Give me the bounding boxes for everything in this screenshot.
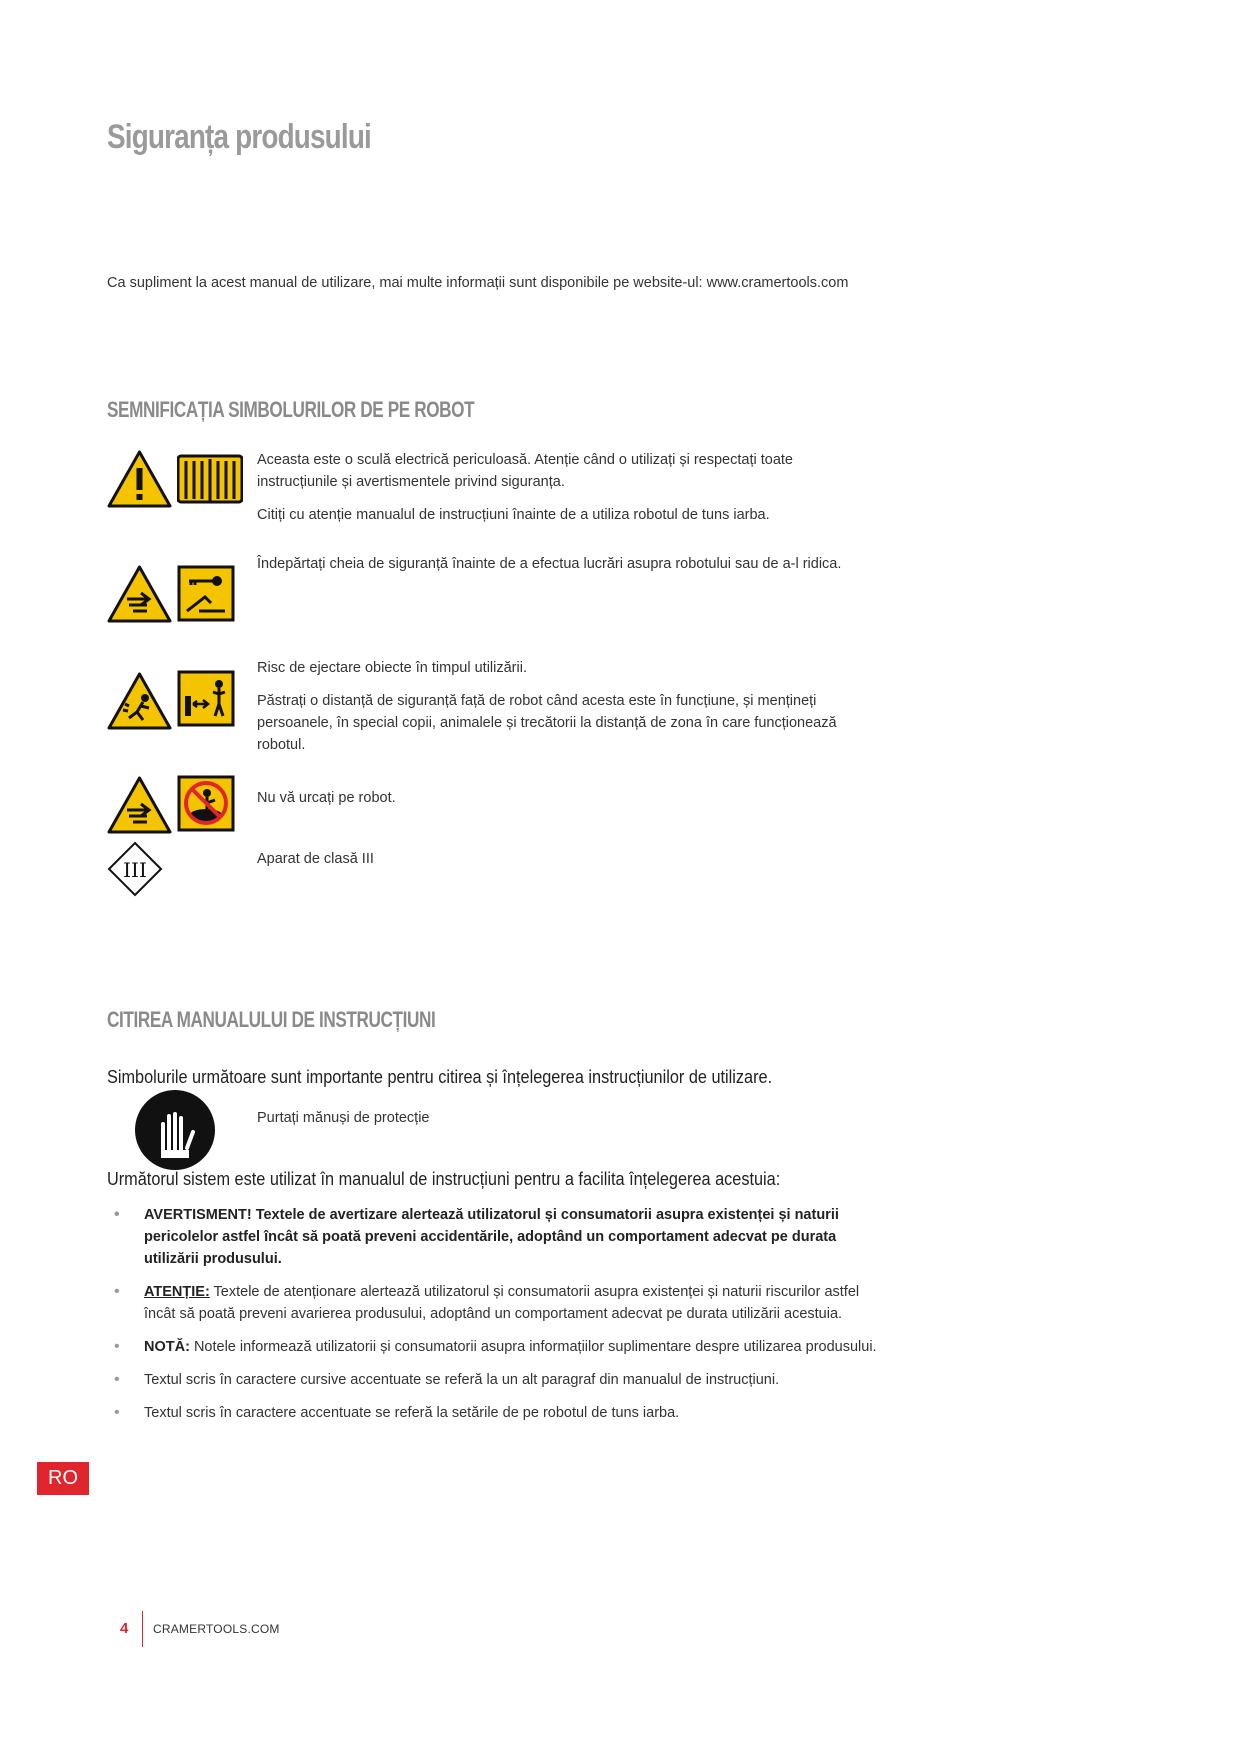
bullet-icon: • xyxy=(114,1404,120,1421)
language-tab: RO xyxy=(37,1462,89,1495)
symbol-row-3-text-a: Risc de ejectare obiecte în timpul utilizării. xyxy=(257,660,527,676)
notes-list xyxy=(107,1204,877,1435)
symbol-row-4-text-a: Nu vă urcați pe robot. xyxy=(257,790,396,806)
note-text: Textele de atenționare alertează utilizatorul și consumatorii asupra existenței și naturii riscurilor astfel încât să poată preveni avarierea produsului, adoptând un comportament adecvat pe durata utilizării acestuia. xyxy=(144,1284,860,1322)
note-label: AVERTISMENT! xyxy=(144,1207,252,1223)
class-iii-icon xyxy=(107,841,163,897)
warning-blade-icon xyxy=(107,565,172,623)
section-heading-symbols: SEMNIFICAȚIA SIMBOLURILOR DE PE ROBOT xyxy=(107,397,475,422)
manual-lead: Simbolurile următoare sunt importante pentru citirea și înțelegerea instrucțiunilor de utilizare. xyxy=(107,1066,773,1087)
note-label: NOTĂ: xyxy=(144,1339,190,1355)
note-label: ATENȚIE: xyxy=(144,1284,210,1300)
system-line: Următorul sistem este utilizat în manualul de instrucțiuni pentru a facilita înțelegerea acestuia: xyxy=(107,1168,781,1189)
gloves-text-line: Purtați mănuși de protecție xyxy=(257,1110,430,1126)
note-text: Textul scris în caractere accentuate se referă la setările de pe robotul de tuns iarba. xyxy=(144,1405,680,1421)
gloves-icon xyxy=(133,1088,217,1172)
page-number: 4 xyxy=(120,1620,129,1637)
note-text: Textul scris în caractere cursive accentuate se referă la un alt paragraf din manualul de instrucțiuni. xyxy=(144,1372,780,1388)
footer-divider xyxy=(142,1611,143,1647)
gloves-text xyxy=(257,1107,857,1140)
list-item xyxy=(107,1281,877,1325)
list-item xyxy=(107,1336,877,1358)
bullet-icon: • xyxy=(114,1338,120,1355)
keep-distance-icon xyxy=(177,670,235,727)
list-item xyxy=(107,1369,877,1391)
symbol-row-2-text xyxy=(257,553,857,586)
symbol-row-5-text-a: Aparat de clasă III xyxy=(257,851,374,867)
remove-key-icon xyxy=(177,565,235,622)
page-title: Siguranța produsului xyxy=(107,118,371,156)
no-riding-icon xyxy=(177,775,235,832)
list-item xyxy=(107,1402,877,1424)
section-heading-manual: CITIREA MANUALULUI DE INSTRUCȚIUNI xyxy=(107,1007,436,1032)
symbol-row-1-text xyxy=(257,449,857,537)
bullet-icon: • xyxy=(114,1371,120,1388)
symbol-row-3-text-b: Păstrați o distanță de siguranță față de robot când acesta este în funcțiune, și mențineți persoanele, în special copii, animalele și trecătorii la distanță de zona în care funcționează robotul. xyxy=(257,693,837,753)
symbol-row-1-text-a: Aceasta este o sculă electrică periculoasă. Atenție când o utilizați și respectați toate instrucțiunile și avertismentele privind siguranța. xyxy=(257,452,793,490)
warning-exclamation-icon xyxy=(107,450,172,508)
bullet-icon: • xyxy=(114,1206,120,1223)
read-manual-book-icon xyxy=(177,453,243,505)
symbol-row-4-text xyxy=(257,787,857,820)
warning-thrown-objects-icon xyxy=(107,672,172,730)
svg-text:III: III xyxy=(123,858,147,882)
footer-website: CRAMERTOOLS.COM xyxy=(153,1622,280,1636)
symbol-row-3-text xyxy=(257,657,857,767)
list-item xyxy=(107,1204,877,1270)
intro-paragraph: Ca supliment la acest manual de utilizare, mai multe informații sunt disponibile pe website-ul: www.cramertools.com xyxy=(107,275,849,291)
symbol-row-1-text-b: Citiți cu atenție manualul de instrucțiuni înainte de a utiliza robotul de tuns iarba. xyxy=(257,507,770,523)
symbol-row-5-text xyxy=(257,848,857,881)
note-text: Textele de avertizare alertează utilizatorul și consumatorii asupra existenței și naturii pericolelor astfel încât să poată preveni accidentările, adoptând un comportament adecvat pe durata utilizării produsului. xyxy=(144,1207,839,1267)
note-text: Notele informează utilizatorii și consumatorii asupra informațiilor suplimentare despre utilizarea produsului. xyxy=(189,1339,877,1355)
bullet-icon: • xyxy=(114,1283,120,1300)
warning-blade-icon xyxy=(107,776,172,834)
symbol-row-2-text-a: Îndepărtați cheia de siguranță înainte de a efectua lucrări asupra robotului sau de a-l ridica. xyxy=(257,556,842,572)
